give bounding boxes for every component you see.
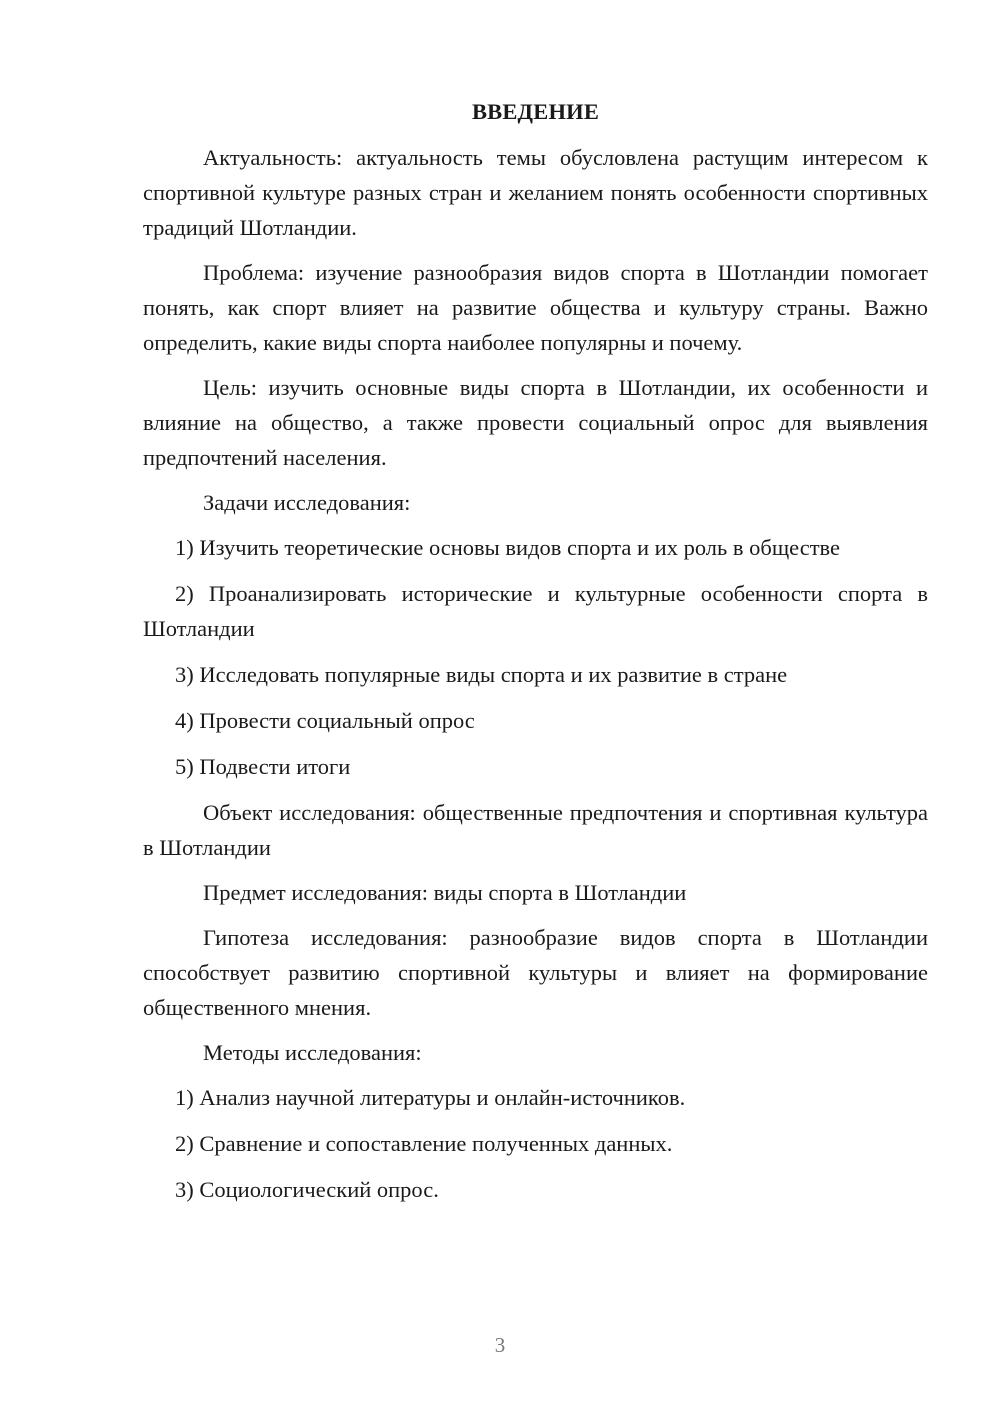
document-page [143,94,928,1218]
method-item: 2) Сравнение и сопоставление полученных данных. [175,1131,673,1156]
tasks-title: Задачи исследования: [203,490,411,515]
object-paragraph: Объект исследования: общественные предпочтения и спортивная культура в Шотландии [143,800,928,860]
goal-paragraph: Цель: изучить основные виды спорта в Шотландии, их особенности и влияние на общество, а также провести социальный опрос для выявления предпочтений населения. [143,375,928,470]
method-item: 3) Социологический опрос. [175,1177,439,1202]
problem-paragraph: Проблема: изучение разнообразия видов спорта в Шотландии помогает понять, как спорт влияет на развитие общества и культуру страны. Важно определить, какие виды спорта наиболее популярны и почему. [143,260,928,355]
relevance-paragraph: Актуальность: актуальность темы обусловлена растущим интересом к спортивной культуре разных стран и желанием понять особенности спортивных традиций Шотландии. [143,145,928,240]
hypothesis-paragraph: Гипотеза исследования: разнообразие видов спорта в Шотландии способствует развитию спортивной культуры и влияет на формирование общественного мнения. [143,925,928,1020]
section-heading: ВВЕДЕНИЕ [471,99,600,124]
task-item: 5) Подвести итоги [175,754,351,779]
task-item: 1) Изучить теоретические основы видов спорта и их роль в обществе [175,535,841,560]
task-item: 2) Проанализировать исторические и культурные особенности спорта в Шотландии [143,581,928,641]
methods-title: Методы исследования: [203,1040,422,1065]
subject-paragraph: Предмет исследования: виды спорта в Шотландии [203,880,687,905]
page-number: 3 [494,1333,506,1357]
method-item: 1) Анализ научной литературы и онлайн-источников. [175,1085,686,1110]
task-item: 3) Исследовать популярные виды спорта и их развитие в стране [175,662,788,687]
task-item: 4) Провести социальный опрос [175,708,475,733]
